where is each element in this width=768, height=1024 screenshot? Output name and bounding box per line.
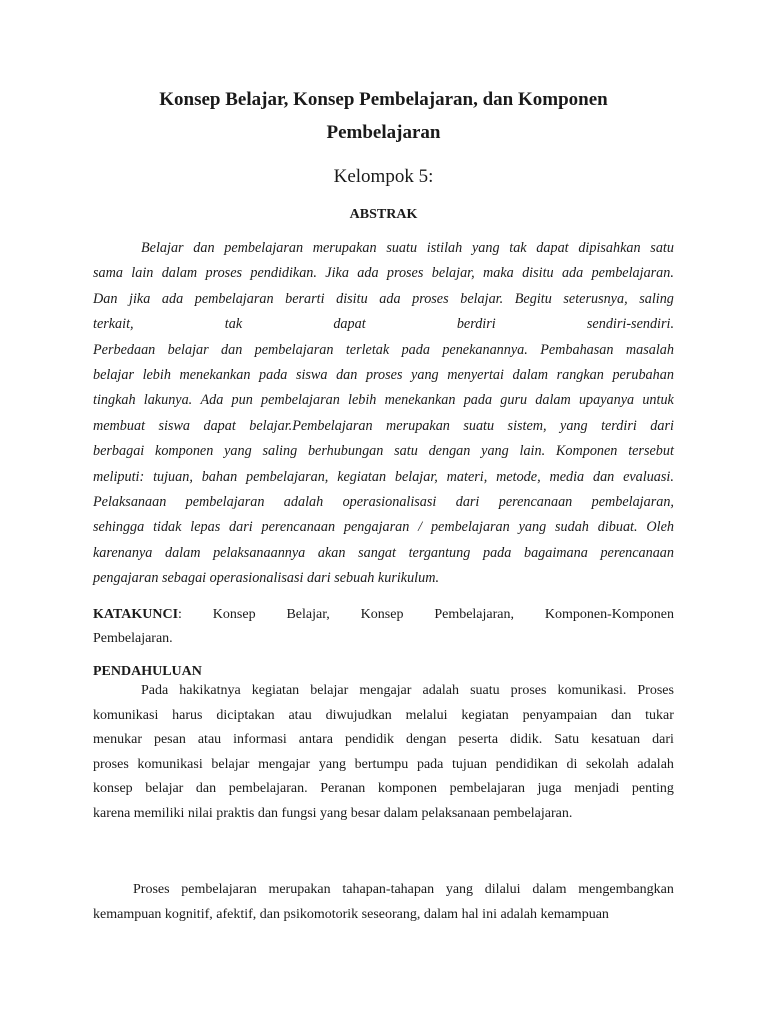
- word: materi,: [446, 468, 488, 485]
- word: sama: [93, 265, 123, 282]
- word: diciptakan: [216, 707, 275, 723]
- word: mengembangkan: [578, 882, 674, 897]
- word: lain.: [519, 443, 546, 460]
- word: meliputi:: [93, 468, 145, 485]
- text-line: [93, 338, 674, 363]
- word: belajar.Pembelajaran: [249, 417, 373, 434]
- word: dan: [592, 468, 615, 485]
- keyword: Belajar,: [286, 607, 330, 622]
- text-line: karena memiliki nilai praktis dan fungsi yang besar dalam pelaksanaan pembelajaran.: [93, 805, 573, 821]
- word: dalam: [535, 392, 571, 409]
- word: belajar: [167, 341, 209, 358]
- word: penekanannya.: [442, 341, 528, 358]
- word: menekankan: [384, 392, 456, 409]
- word: dan: [221, 341, 243, 358]
- word: dapat: [333, 316, 366, 333]
- word: pembelajaran: [185, 493, 265, 510]
- text-line: [93, 236, 674, 261]
- document-page: [93, 0, 674, 1024]
- word: satu: [394, 443, 418, 460]
- text-line: pengajaran sebagai operasionalisasi dari sebuah kurikulum.: [93, 570, 440, 587]
- word: tak: [509, 240, 527, 256]
- word: melalui: [405, 707, 448, 723]
- text-line: [93, 515, 674, 540]
- word: suatu: [463, 417, 495, 434]
- word: komponen: [155, 443, 214, 460]
- word: pembelajaran: [194, 290, 274, 307]
- word: menyertai: [447, 366, 504, 383]
- word: menjadi: [574, 781, 620, 797]
- word: bahan: [201, 468, 238, 485]
- word: sehingga: [93, 519, 145, 536]
- word: tukar: [645, 707, 674, 723]
- text-line: [93, 439, 674, 464]
- text-line: kemampuan kognitif, afektif, dan psikomotorik seseorang, dalam hal ini adalah kemampuan: [93, 906, 609, 922]
- word: satu: [650, 240, 674, 256]
- word: didik.: [510, 732, 543, 748]
- word: disitu: [522, 265, 554, 282]
- word: belajar,: [431, 265, 475, 282]
- word: kegiatan: [337, 468, 387, 485]
- keyword: Konsep: [212, 607, 256, 622]
- word: kesatuan: [591, 732, 641, 748]
- word: metode,: [496, 468, 541, 485]
- word: untuk: [642, 392, 674, 409]
- word: merupakan: [386, 417, 450, 434]
- word: informasi: [233, 732, 287, 748]
- word: evaluasi.: [623, 468, 674, 485]
- word: tujuan,: [153, 468, 193, 485]
- word: /: [418, 519, 423, 536]
- word: menukar: [93, 732, 142, 748]
- word: berbagai: [93, 443, 145, 460]
- word: pendidikan.: [250, 265, 317, 282]
- word: pembelajaran: [430, 519, 510, 536]
- word: proses: [386, 265, 424, 282]
- keyword: Komponen-Komponen: [544, 607, 674, 622]
- word: belajar.: [460, 290, 504, 307]
- word: perencanaan: [261, 519, 336, 536]
- word: komponen: [377, 781, 437, 797]
- word: ada: [357, 265, 379, 282]
- word: operasionalisasi: [342, 493, 437, 510]
- word: dari: [650, 417, 674, 434]
- word: yang: [518, 519, 547, 536]
- word: menekankan: [179, 366, 251, 383]
- word: juga: [537, 781, 562, 797]
- word: proses: [412, 290, 449, 307]
- word: tersebut: [628, 443, 674, 460]
- word: sendiri-sendiri.: [586, 316, 674, 333]
- word: terdiri: [601, 417, 637, 434]
- text-line: [93, 679, 674, 704]
- word: dalam: [161, 265, 198, 282]
- text-line: [93, 704, 674, 729]
- word: pada: [463, 392, 493, 409]
- word: pesan: [153, 732, 186, 748]
- word: dalam: [164, 544, 201, 561]
- text-line: [93, 312, 674, 337]
- word: jika: [129, 290, 151, 307]
- text-line: [93, 363, 674, 388]
- word: dalam: [512, 366, 548, 383]
- text-line: [93, 753, 674, 778]
- word: tak: [224, 316, 243, 333]
- keywords-separator: :: [178, 607, 182, 622]
- word: seterusnya,: [563, 290, 628, 307]
- word: Komponen: [555, 443, 618, 460]
- word: pada: [259, 366, 288, 383]
- word: Proses: [637, 683, 674, 698]
- text-line: [93, 414, 674, 439]
- word: masalah: [625, 341, 674, 358]
- word: komunikasi.: [557, 683, 627, 698]
- word: suatu: [470, 683, 500, 698]
- word: istilah: [426, 240, 463, 256]
- word: yang: [411, 366, 439, 383]
- word: belajar: [310, 683, 349, 698]
- word: tahapan-tahapan: [342, 882, 435, 897]
- word: peserta: [458, 732, 499, 748]
- word: yang: [481, 443, 509, 460]
- group-label: Kelompok 5:: [333, 166, 434, 187]
- keywords-line-2: Pembelajaran.: [93, 631, 173, 646]
- word: hakikatnya: [179, 683, 241, 698]
- word: membuat: [93, 417, 146, 434]
- word: diwujudkan: [325, 707, 392, 723]
- word: guru: [500, 392, 528, 409]
- word: Belajar: [141, 240, 184, 256]
- word: Jika: [325, 265, 349, 282]
- word: dan: [336, 366, 358, 383]
- word: belajar: [145, 781, 184, 797]
- word: berdiri: [456, 316, 496, 333]
- word: rangkan: [556, 366, 604, 383]
- word: penyampaian: [522, 707, 598, 723]
- word: Dan: [93, 290, 118, 307]
- word: di: [566, 756, 578, 772]
- word: proses: [93, 756, 129, 772]
- word: adalah: [422, 683, 460, 698]
- word: terkait,: [93, 316, 134, 333]
- word: perubahan: [612, 366, 674, 383]
- word: tidak: [153, 519, 182, 536]
- word: pembelajaran,: [591, 493, 674, 510]
- word: ada: [561, 265, 584, 282]
- text-line: [93, 261, 674, 286]
- word: disitu: [336, 290, 368, 307]
- keyword: Konsep: [360, 607, 404, 622]
- word: pembelajaran: [260, 392, 340, 409]
- word: pembelajaran,: [246, 468, 329, 485]
- word: dari: [229, 519, 253, 536]
- word: dan: [193, 240, 215, 256]
- keywords-label: KATAKUNCI: [93, 607, 179, 622]
- word: atau: [288, 707, 312, 723]
- keywords-label-wrap: [93, 603, 182, 627]
- text-line: [93, 728, 674, 753]
- word: ada: [161, 290, 184, 307]
- word: Perbedaan: [93, 341, 156, 358]
- word: pembelajaran: [254, 341, 334, 358]
- word: pembelajaran: [181, 882, 257, 897]
- word: tujuan: [452, 756, 487, 772]
- word: merupakan: [268, 882, 331, 897]
- text-line: [93, 777, 674, 802]
- word: belajar: [211, 756, 250, 772]
- document-title-line-2: Pembelajaran: [326, 122, 441, 143]
- word: komunikasi: [137, 756, 203, 772]
- word: pada: [416, 756, 444, 772]
- word: adalah: [283, 493, 324, 510]
- word: dari: [652, 732, 674, 748]
- text-line: [93, 541, 674, 566]
- keywords-line-1: [93, 603, 674, 627]
- word: yang: [560, 417, 588, 434]
- word: dibuat.: [597, 519, 638, 536]
- word: kegiatan: [461, 707, 509, 723]
- word: lebih: [348, 392, 377, 409]
- word: Begitu: [514, 290, 552, 307]
- word: media: [549, 468, 585, 485]
- word: lain: [131, 265, 154, 282]
- word: saling: [262, 443, 298, 460]
- text-line: [93, 287, 674, 312]
- word: terletak: [345, 341, 390, 358]
- word: upayanya: [578, 392, 635, 409]
- word: dalam: [532, 882, 567, 897]
- word: Pembahasan: [540, 341, 614, 358]
- paragraph-1: [93, 679, 674, 827]
- word: Pada: [141, 683, 169, 698]
- word: proses: [510, 683, 547, 698]
- text-line: [93, 465, 674, 490]
- text-line: [93, 490, 674, 515]
- word: dilalui: [484, 882, 521, 897]
- word: sangat: [358, 544, 396, 561]
- section-heading: PENDAHULUAN: [93, 664, 202, 679]
- paragraph-2: [93, 878, 674, 927]
- word: yang: [471, 240, 500, 256]
- word: yang: [445, 882, 474, 897]
- word: pendidikan: [495, 756, 558, 772]
- word: pembelajaran: [224, 240, 304, 256]
- word: yang: [318, 756, 347, 772]
- word: pembelajaran.: [228, 781, 308, 797]
- word: dengan: [405, 732, 447, 748]
- word: tergantung: [408, 544, 471, 561]
- word: harus: [172, 707, 203, 723]
- word: Proses: [133, 882, 170, 897]
- word: akan: [317, 544, 346, 561]
- word: pembelajaran.: [591, 265, 674, 282]
- word: saling: [639, 290, 674, 307]
- word: dapat: [536, 240, 569, 256]
- word: pendidik: [344, 732, 394, 748]
- word: bertumpu: [354, 756, 409, 772]
- word: mengajar: [359, 683, 412, 698]
- document-title-line-1: Konsep Belajar, Konsep Pembelajaran, dan Komponen: [159, 89, 608, 110]
- word: siswa: [158, 417, 191, 434]
- word: siswa: [295, 366, 328, 383]
- word: proses: [365, 366, 403, 383]
- word: yang: [224, 443, 252, 460]
- word: merupakan: [312, 240, 377, 256]
- word: dan: [611, 707, 632, 723]
- keywords-block: [93, 603, 674, 651]
- word: sudah: [555, 519, 589, 536]
- word: bagaimana: [523, 544, 588, 561]
- word: kegiatan: [251, 683, 300, 698]
- word: dan: [195, 781, 217, 797]
- word: dapat: [203, 417, 236, 434]
- keyword: Pembelajaran,: [434, 607, 514, 622]
- word: pada: [401, 341, 430, 358]
- word: Pelaksanaan: [93, 493, 167, 510]
- word: adalah: [637, 756, 674, 772]
- word: berhubungan: [307, 443, 384, 460]
- word: maka: [483, 265, 514, 282]
- word: perencanaan: [498, 493, 573, 510]
- word: ada: [379, 290, 401, 307]
- word: tingkah: [93, 392, 136, 409]
- word: pengajaran: [343, 519, 410, 536]
- word: pembelajaran: [449, 781, 525, 797]
- word: pelaksanaannya: [213, 544, 306, 561]
- word: Satu: [554, 732, 580, 748]
- word: belajar,: [394, 468, 438, 485]
- word: sekolah: [585, 756, 629, 772]
- word: suatu: [386, 240, 418, 256]
- abstract-heading: ABSTRAK: [349, 207, 418, 222]
- word: mengajar: [258, 756, 311, 772]
- word: dari: [455, 493, 480, 510]
- word: proses: [205, 265, 243, 282]
- word: lebih: [142, 366, 171, 383]
- word: Oleh: [646, 519, 674, 536]
- word: lakunya.: [143, 392, 193, 409]
- word: belajar: [93, 366, 134, 383]
- word: dipisahkan: [578, 240, 641, 256]
- word: karenanya: [93, 544, 153, 561]
- word: berarti: [285, 290, 325, 307]
- word: penting: [631, 781, 674, 797]
- text-line: [93, 878, 674, 903]
- word: pada: [482, 544, 512, 561]
- word: konsep: [93, 781, 133, 797]
- word: sistem,: [507, 417, 547, 434]
- text-line: [93, 388, 674, 413]
- word: atau: [197, 732, 222, 748]
- word: Ada: [200, 392, 224, 409]
- word: lepas: [190, 519, 221, 536]
- word: dengan: [428, 443, 471, 460]
- word: antara: [298, 732, 333, 748]
- abstract-body: [93, 236, 674, 591]
- word: komunikasi: [93, 707, 159, 723]
- word: perencanaan: [600, 544, 674, 561]
- word: Peranan: [320, 781, 366, 797]
- word: pun: [231, 392, 253, 409]
